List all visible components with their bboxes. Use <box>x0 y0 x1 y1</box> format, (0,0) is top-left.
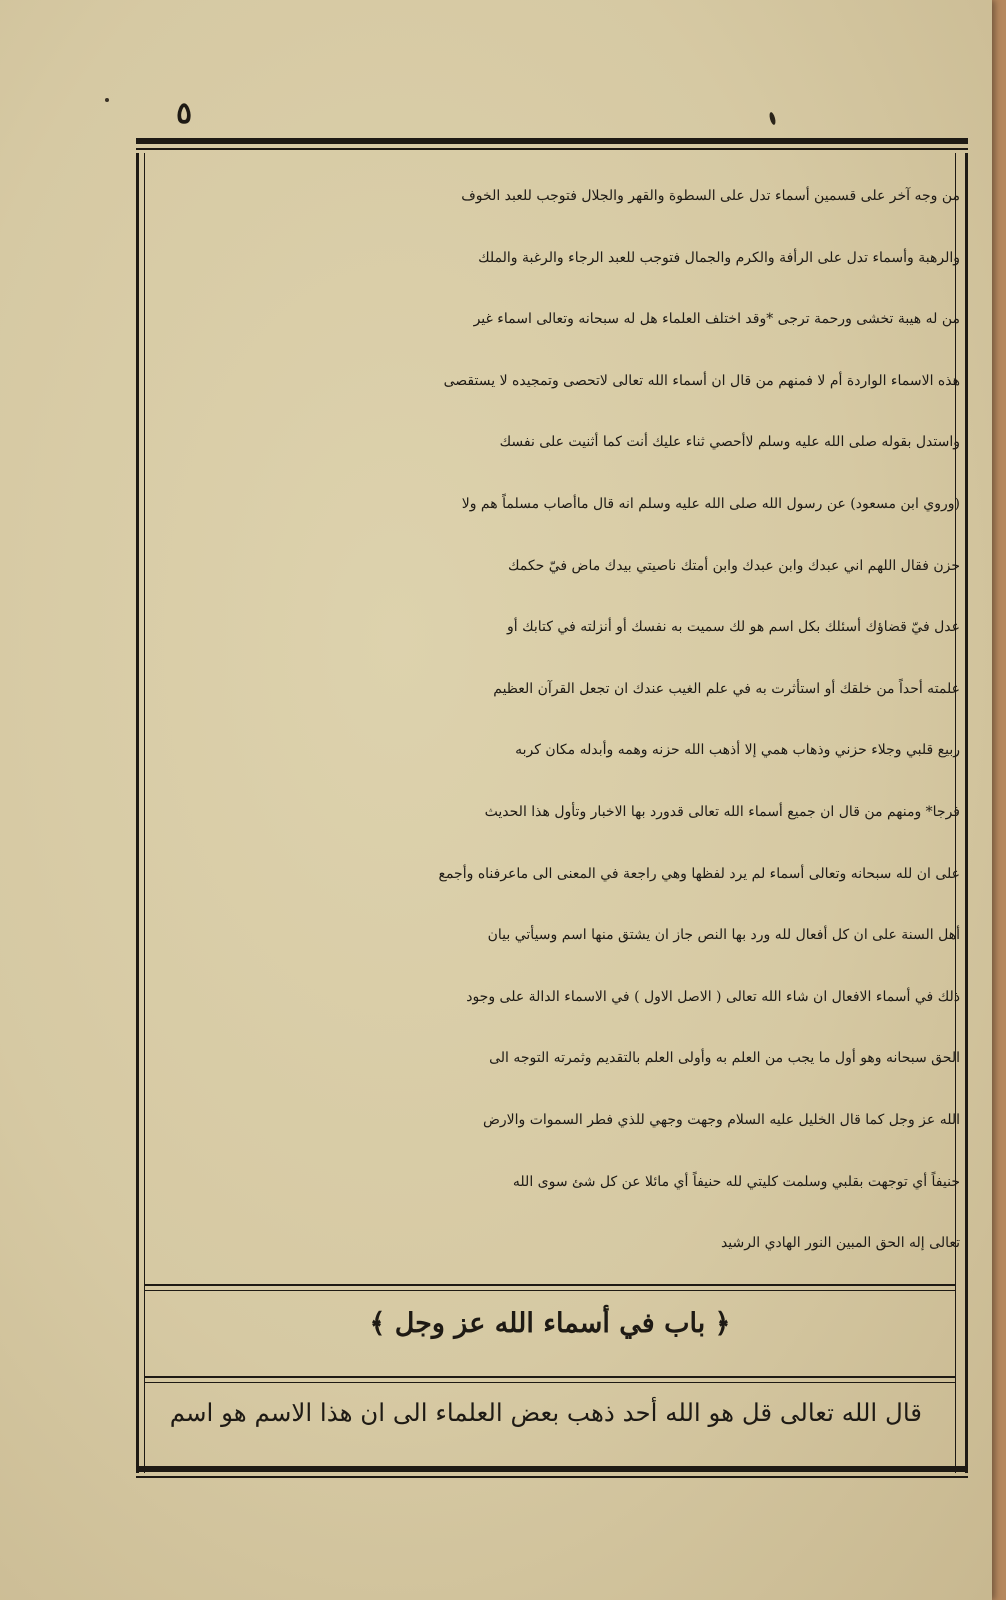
top-rule <box>136 138 968 144</box>
text-line: (وروي ابن مسعود) عن رسول الله صلى الله عليه وسلم انه قال ماأصاب مسلماً هم ولا <box>461 495 960 512</box>
text-line: فرجا* ومنهم من قال ان جميع أسماء الله تعالى قدورد بها الاخبار وتأول هذا الحديث <box>484 803 960 820</box>
text-line: عدل فيّ قضاؤك أسئلك بكل اسم هو لك سميت به نفسك أو أنزلته في كتابك أو <box>507 619 960 636</box>
text-line: حزن فقال اللهم اني عبدك وابن عبدك وابن أمتك ناصيتي بيدك ماض فيّ حكمك <box>508 557 960 574</box>
chapter-title: ﴿ باب في أسماء الله عز وجل ﴾ <box>369 1308 731 1339</box>
text-line: واستدل بقوله صلى الله عليه وسلم لاأحصي ثناء عليك أنت كما أثنيت على نفسك <box>499 434 960 451</box>
bottom-rule <box>136 1466 968 1472</box>
chapter-first-line: قال الله تعالى قل هو الله أحد ذهب بعض العلماء الى ان هذا الاسم هو اسم <box>169 1398 922 1427</box>
chapter-rule-top <box>144 1284 956 1286</box>
text-line: من له هيبة تخشى ورحمة ترجى *وقد اختلف العلماء هل له سبحانه وتعالى اسماء غير <box>473 311 960 328</box>
bottom-rule-thin <box>136 1476 968 1478</box>
text-line: علمته أحداً من خلقك أو استأثرت به في علم الغيب عندك ان تجعل القرآن العظيم <box>493 680 960 697</box>
ink-speck <box>768 112 776 126</box>
text-line: الحق سبحانه وهو أول ما يجب من العلم به وأولى العلم بالتقديم وثمرته التوجه الى <box>489 1050 960 1067</box>
chapter-rule-bottom-thin <box>144 1382 956 1383</box>
page-number: ٥ <box>176 96 193 131</box>
ink-speck <box>105 98 109 102</box>
text-line: ربيع قلبي وجلاء حزني وذهاب همي إلا أذهب الله حزنه وهمه وأبدله مكان كربه <box>515 742 960 759</box>
text-line: هذه الاسماء الواردة أم لا فمنهم من قال ان أسماء الله تعالى لاتحصى وتمجيده لا يستقصى <box>443 372 960 389</box>
text-line: ذلك في أسماء الافعال ان شاء الله تعالى ( الاصل الاول ) في الاسماء الدالة على وجود <box>466 988 960 1005</box>
text-line: أهل السنة على ان كل أفعال لله ورد بها النص جاز ان يشتق منها اسم وسيأتي بيان <box>487 927 960 944</box>
chapter-rule-bottom <box>144 1376 956 1378</box>
text-line: حنيفاً أي توجهت بقلبي وسلمت كليتي لله حنيفاً أي مائلا عن كل شئ سوى الله <box>512 1173 960 1190</box>
text-line: تعالى إله الحق المبين النور الهادي الرشيد <box>720 1235 960 1252</box>
text-line: الله عز وجل كما قال الخليل عليه السلام وجهت وجهي للذي فطر السموات والارض <box>482 1111 960 1128</box>
text-line: والرهبة وأسماء تدل على الرأفة والكرم والجمال فتوجب للعبد الرجاء والرغبة والملك <box>478 249 960 266</box>
top-rule-thin <box>136 148 968 150</box>
text-line: على ان لله سبحانه وتعالى أسماء لم يرد لفظها وهي راجعة في المعنى الى ماعرفناه وأجمع <box>438 865 960 882</box>
body-text <box>152 166 960 1275</box>
chapter-rule-top-thin <box>144 1290 956 1291</box>
text-line: من وجه آخر على قسمين أسماء تدل على السطوة والقهر والجلال فتوجب للعبد الخوف <box>461 188 960 204</box>
